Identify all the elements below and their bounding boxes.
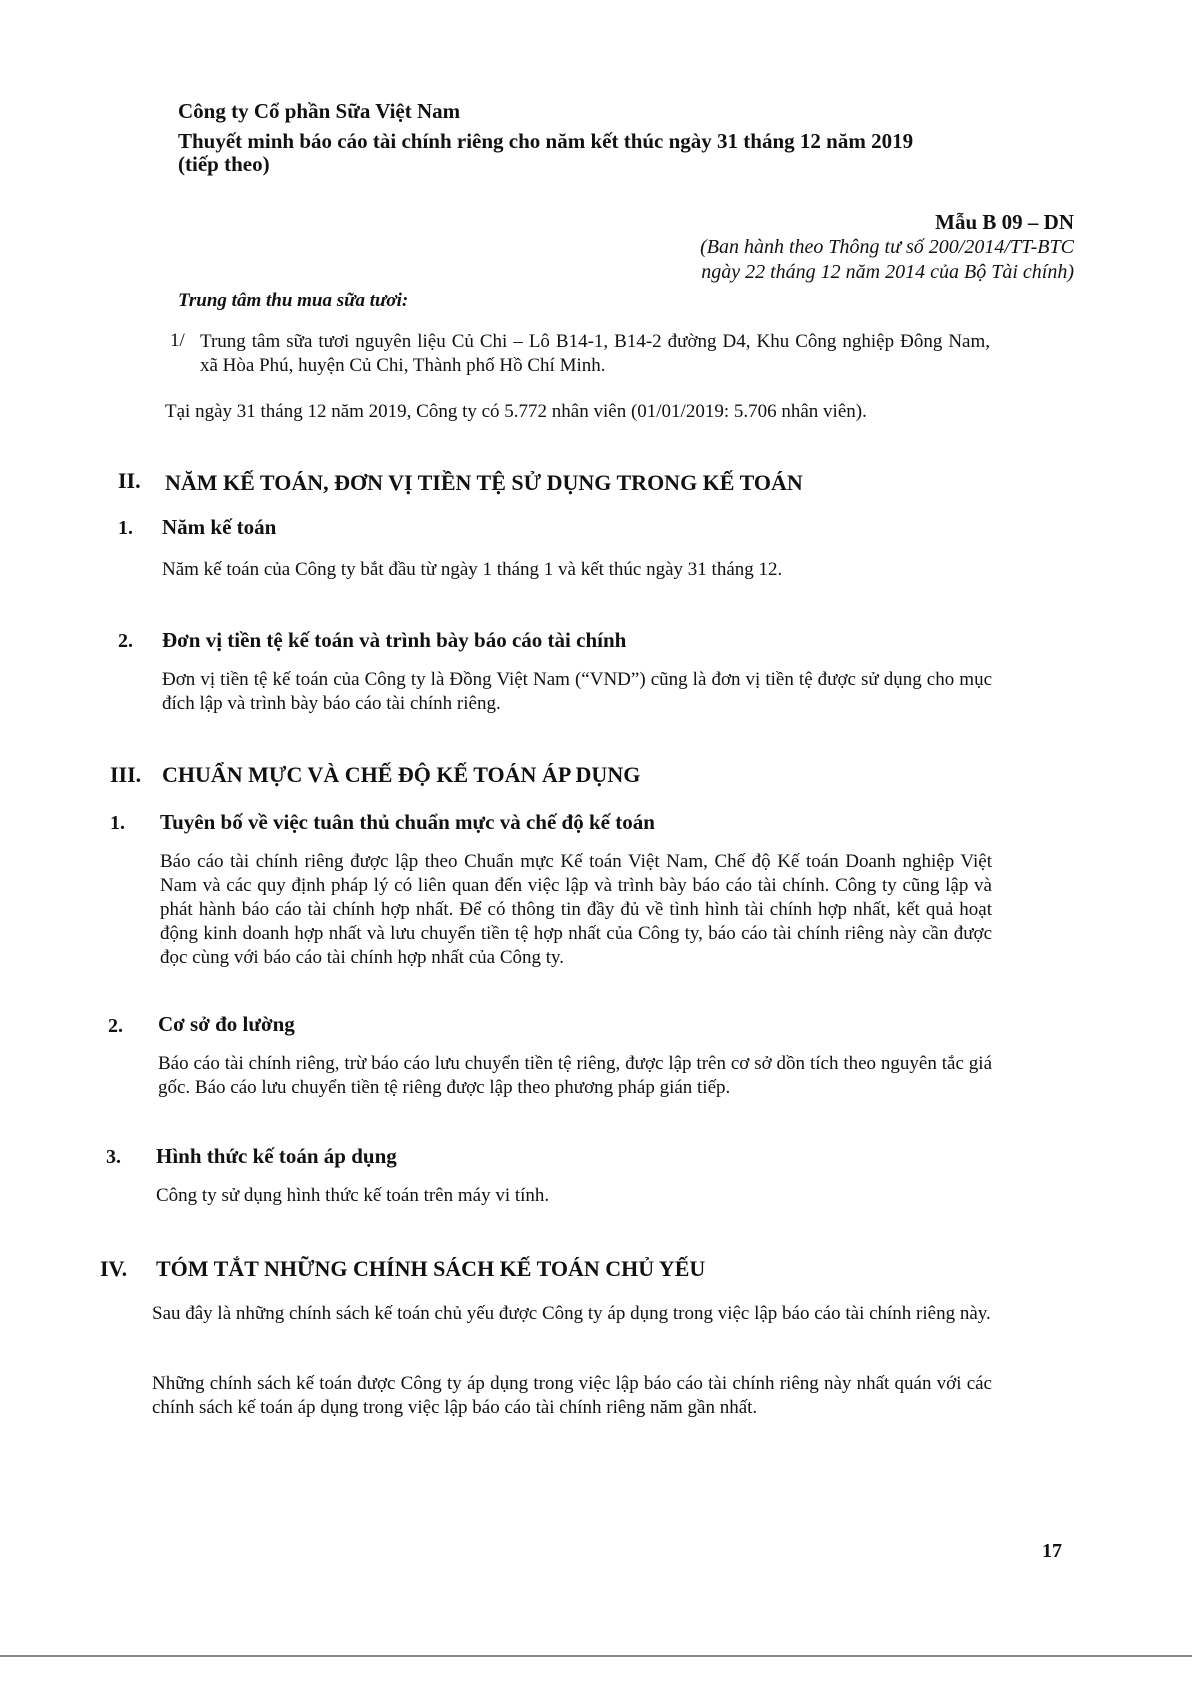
milk-center-item-text: Trung tâm sữa tươi nguyên liệu Củ Chi – Lô B14-1, B14-2 đường D4, Khu Công nghiệp Đông Nam, xã Hòa Phú, huyện Củ Chi, Thành phố Hồ Chí Minh. (200, 331, 990, 376)
document-continued: (tiếp theo) (178, 152, 270, 176)
section-ii-2-number: 2. (118, 630, 133, 652)
section-iii-2-text: Báo cáo tài chính riêng, trừ báo cáo lưu chuyển tiền tệ riêng, được lập trên cơ sở dồn tích theo nguyên tắc giá gốc. Báo cáo lưu chuyển tiền tệ riêng được lập theo phương pháp gián tiếp. (158, 1053, 992, 1098)
section-iii-title: CHUẨN MỰC VÀ CHẾ ĐỘ KẾ TOÁN ÁP DỤNG (162, 762, 641, 787)
bottom-divider (0, 1655, 1192, 1657)
section-iii-3-text: Công ty sử dụng hình thức kế toán trên máy vi tính. (156, 1185, 550, 1206)
company-name: Công ty Cổ phần Sữa Việt Nam (178, 99, 461, 123)
page-number: 17 (1042, 1540, 1062, 1562)
section-iv-number: IV. (100, 1256, 128, 1281)
section-iii-1-title: Tuyên bố về việc tuân thủ chuẩn mực và chế độ kế toán (160, 810, 655, 834)
document-title: Thuyết minh báo cáo tài chính riêng cho năm kết thúc ngày 31 tháng 12 năm 2019 (178, 129, 914, 153)
employee-count-text: Tại ngày 31 tháng 12 năm 2019, Công ty có 5.772 nhân viên (01/01/2019: 5.706 nhân viên). (165, 401, 867, 422)
section-iii-3-number: 3. (106, 1146, 121, 1168)
section-ii-1-title: Năm kế toán (162, 515, 277, 539)
form-code-block (700, 210, 1074, 285)
section-ii-title: NĂM KẾ TOÁN, ĐƠN VỊ TIỀN TỆ SỬ DỤNG TRONG KẾ TOÁN (165, 470, 803, 495)
section-ii-number: II. (118, 468, 141, 493)
section-iv-paragraph-1: Sau đây là những chính sách kế toán chủ yếu được Công ty áp dụng trong việc lập báo cáo tài chính riêng này. (152, 1303, 991, 1324)
section-iii-3-title: Hình thức kế toán áp dụng (156, 1144, 397, 1168)
form-issued-line-1: (Ban hành theo Thông tư số 200/2014/TT-BTC (700, 236, 1074, 258)
form-code: Mẫu B 09 – DN (935, 210, 1074, 234)
section-iii-1-text: Báo cáo tài chính riêng được lập theo Chuẩn mực Kế toán Việt Nam, Chế độ Kế toán Doanh nghiệp Việt Nam và các quy định pháp lý có liên quan đến việc lập và trình bày báo cáo tài chính. Công ty cũng lập và phát hành báo cáo tài chính hợp nhất. Để có thông tin đầy đủ về tình hình tài chính hợp nhất, kết quả hoạt động kinh doanh hợp nhất và lưu chuyển tiền tệ hợp nhất của Công ty, báo cáo tài chính riêng này cần được đọc cùng với báo cáo tài chính hợp nhất của Công ty. (160, 851, 992, 968)
section-ii-1-number: 1. (118, 517, 133, 539)
section-iii-2-number: 2. (108, 1015, 123, 1037)
section-iii-2-title: Cơ sở đo lường (158, 1012, 295, 1036)
section-iv-paragraph-2: Những chính sách kế toán được Công ty áp dụng trong việc lập báo cáo tài chính riêng này nhất quán với các chính sách kế toán áp dụng trong việc lập báo cáo tài chính riêng năm gần nhất. (152, 1373, 992, 1418)
section-ii-2-text: Đơn vị tiền tệ kế toán của Công ty là Đồng Việt Nam (“VND”) cũng là đơn vị tiền tệ được sử dụng cho mục đích lập và trình bày báo cáo tài chính riêng. (162, 669, 992, 714)
section-ii-1-text: Năm kế toán của Công ty bắt đầu từ ngày 1 tháng 1 và kết thúc ngày 31 tháng 12. (162, 559, 783, 580)
milk-center-heading: Trung tâm thu mua sữa tươi: (178, 290, 409, 311)
section-iii-1-number: 1. (110, 812, 125, 834)
section-ii-2-title: Đơn vị tiền tệ kế toán và trình bày báo cáo tài chính (162, 628, 627, 652)
section-iii-number: III. (110, 762, 142, 787)
section-iv-title: TÓM TẮT NHỮNG CHÍNH SÁCH KẾ TOÁN CHỦ YẾU (156, 1256, 706, 1281)
milk-center-item-number: 1/ (170, 330, 185, 351)
form-issued-line-2: ngày 22 tháng 12 năm 2014 của Bộ Tài chính) (701, 261, 1074, 283)
